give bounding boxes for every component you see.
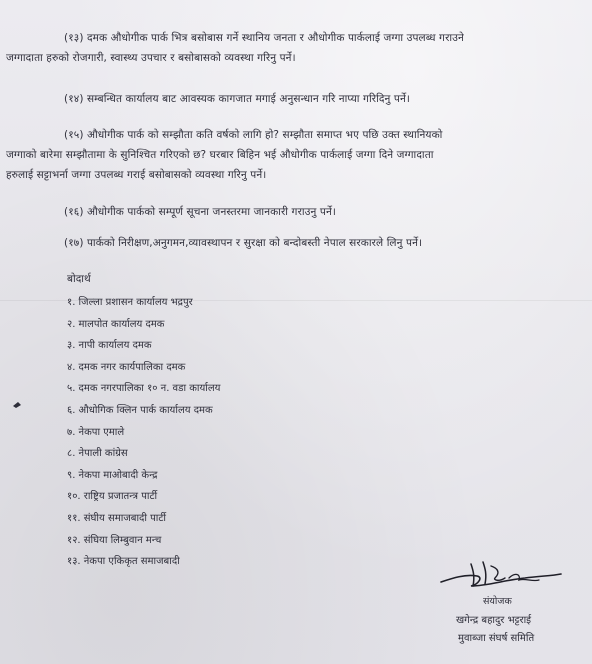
paragraph-13-line-1: (१३) दमक औधोगीक पार्क भित्र बसोबास गर्ने स्थानिय जनता र औधोगीक पार्कलाई जग्गा उपलब्ध गराउने — [64, 32, 464, 44]
paragraph-16-line-1: (१६) औधोगीक पार्कको सम्पूर्ण सूचना जनस्तरमा जानकारी गराउनु पर्ने। — [64, 206, 336, 218]
recipient-item: ११. संघीय समाजबादी पार्टी — [67, 512, 167, 524]
recipient-list — [67, 293, 327, 574]
paragraph-17-line-1: (१७) पार्कको निरीक्षण,अनुगमन,व्यावस्थापन र सुरक्षा को बन्दोबस्ती नेपाल सरकारले लिनु पर्ने। — [64, 237, 423, 249]
paragraph-16 — [6, 202, 584, 222]
paragraph-13-line-2: जग्गादाता हरुको रोजगारी, स्वास्थ्य उपचार र बसोबासको व्यवस्था गरिनु पर्ने। — [6, 52, 296, 64]
recipient-item: २. मालपोत कार्यालय दमक — [67, 318, 165, 330]
ink-mark-icon — [12, 400, 22, 410]
paragraph-17 — [6, 233, 584, 253]
signatory-organization: मुवाब्जा संघर्ष समिति — [458, 633, 535, 644]
recipient-item: १. जिल्ला प्रशासन कार्यालय भद्रपुर — [67, 297, 193, 308]
paragraph-15-line-1: (१५) औधोगीक पार्क को सम्झौता कति वर्षको लागि हो? सम्झौता समाप्त भए पछि उक्त स्थानियको — [64, 129, 443, 141]
recipient-item: १३. नेकपा एकिकृत समाजबादी — [67, 556, 180, 568]
recipient-item: ६. औधोगिक क्लिन पार्क कार्यालय दमक — [67, 404, 213, 416]
paragraph-14-line-1: (१४) सम्बन्धित कार्यालय बाट आवस्यक कागजात मगाई अनुसन्धान गरि नाप्या गरिदिनु पर्ने। — [64, 93, 410, 105]
paragraph-15-line-2: जग्गाको बारेमा सम्झौतामा के सुनिश्चित गरिएको छ? घरबार बिहिन भई औधोगीक पार्कलाई जग्गा दिने जग्गादाता — [6, 149, 434, 161]
recipient-item: ४. दमक नगर कार्यपालिका दमक — [67, 361, 186, 373]
handwritten-signature — [435, 556, 565, 596]
paragraph-13 — [6, 28, 584, 68]
recipient-item: ९. नेकपा माओबादी केन्द्र — [67, 469, 158, 481]
paragraph-15 — [6, 125, 584, 185]
recipient-item: ५. दमक नगरपालिका १० न. वडा कार्यालय — [67, 383, 221, 395]
paragraph-14 — [6, 89, 584, 109]
bodarth-heading: बोदार्थ — [67, 273, 91, 285]
recipient-item: १०. राष्ट्रिय प्रजातन्त्र पार्टी — [67, 491, 158, 503]
signatory-name: खगेन्द्र बहादुर भट्टराई — [456, 615, 532, 626]
paragraph-15-line-3: हरुलाई सट्टाभर्ना जग्गा उपलब्ध गराई बसोबासको व्यवस्था गरिनु पर्ने। — [6, 169, 267, 181]
recipient-item: ८. नेपाली कांग्रेस — [67, 448, 128, 460]
recipient-item: १२. संघिया लिम्बुवान मन्च — [67, 534, 162, 546]
recipient-item: ७. नेकपा एमाले — [67, 426, 125, 438]
recipient-item: ३. नापी कार्यालय दमक — [67, 340, 152, 352]
signatory-title: संयोजक — [483, 596, 512, 607]
